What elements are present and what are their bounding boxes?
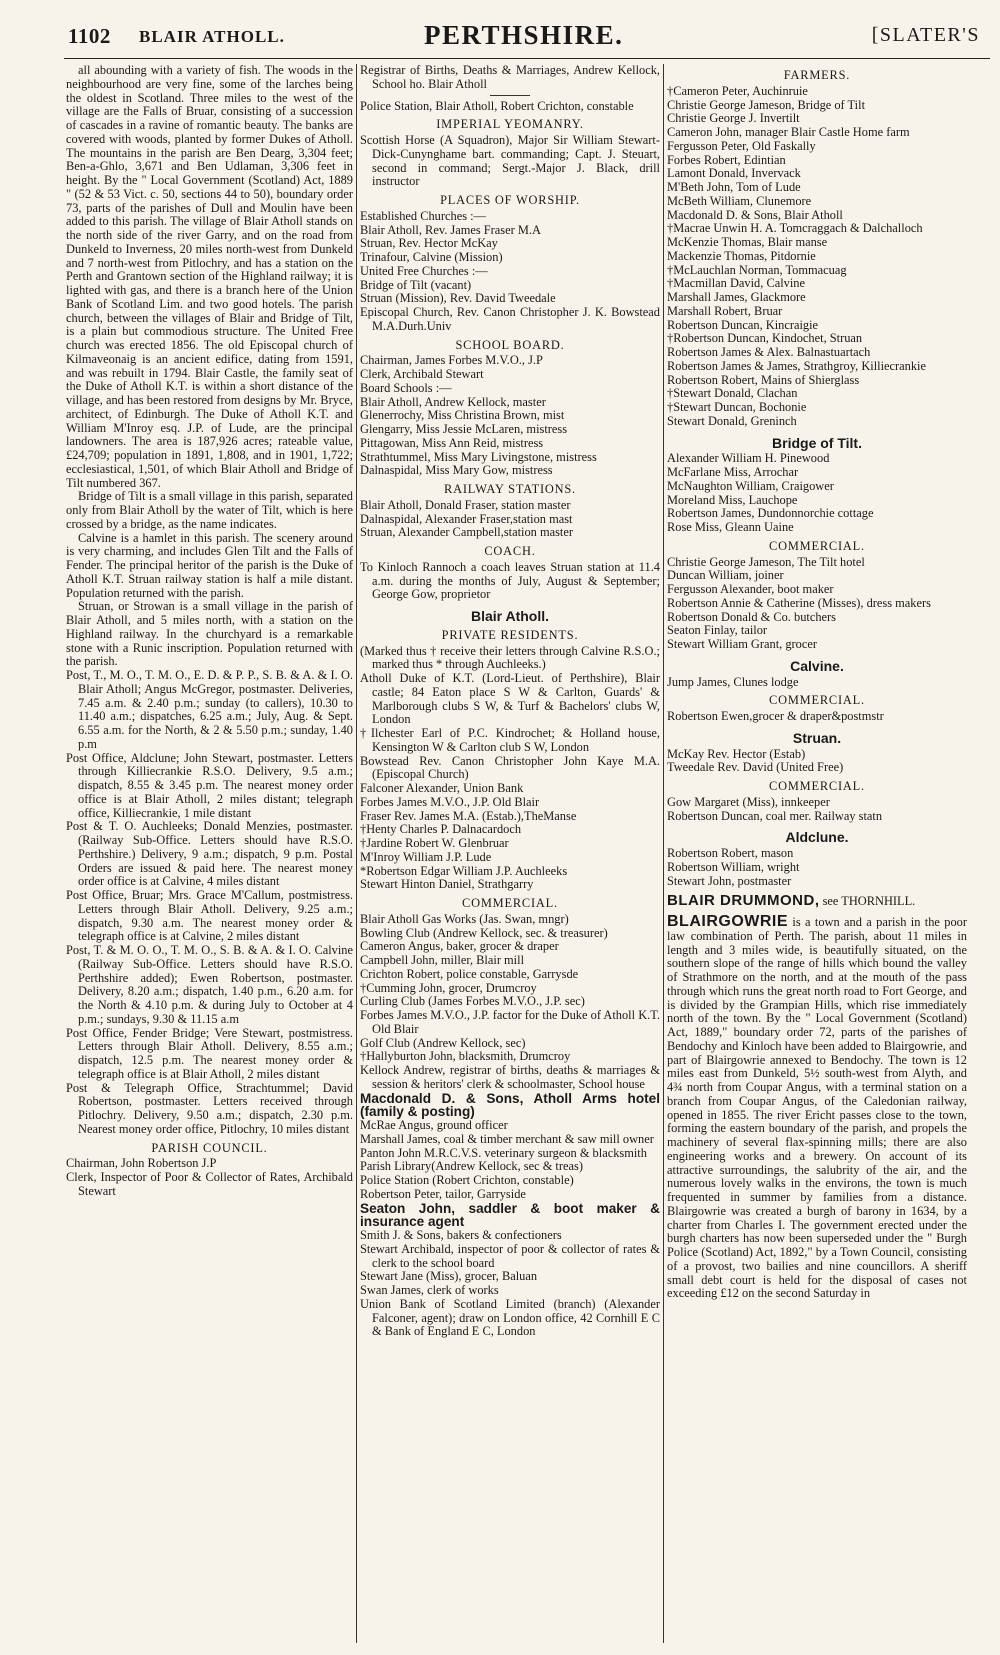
directory-entry: (Marked thus † receive their letters through Calvine R.S.O.; marked thus * through Auchleeks.) bbox=[360, 643, 660, 672]
section-heading: RAILWAY STATIONS. bbox=[444, 482, 576, 496]
directory-entry: †Cameron Peter, Auchinruie bbox=[667, 83, 808, 98]
directory-entry: Macdonald D. & Sons, Blair Atholl bbox=[667, 207, 843, 222]
directory-entry: Struan, Alexander Campbell,station master bbox=[360, 525, 573, 540]
bold-entry: Macdonald D. & Sons, Atholl Arms hotel (family & posting) bbox=[360, 1090, 660, 1120]
directory-entry: Police Station, Blair Atholl, Robert Crichton, constable bbox=[360, 98, 634, 113]
column-divider bbox=[663, 64, 664, 1643]
locality-heading: Struan. bbox=[792, 729, 842, 746]
directory-entry: Kellock Andrew, registrar of births, deaths & marriages & session & heritors' clerk & schoolmaster, School house bbox=[360, 1063, 660, 1091]
directory-entry: Lamont Donald, Invervack bbox=[667, 166, 801, 181]
section-heading: PARISH COUNCIL. bbox=[151, 1140, 268, 1155]
directory-entry: Fergusson Peter, Old Faskally bbox=[667, 138, 816, 153]
directory-entry: Cameron Angus, baker, grocer & draper bbox=[360, 939, 559, 954]
directory-entry: McKay Rev. Hector (Estab) bbox=[667, 746, 806, 761]
locality-heading: Aldclune. bbox=[785, 829, 849, 846]
directory-entry: Forbes Robert, Edintian bbox=[667, 152, 786, 167]
directory-entry: Panton John M.R.C.V.S. veterinary surgeon & blacksmith bbox=[360, 1145, 647, 1160]
directory-entry: Blair Atholl, Andrew Kellock, master bbox=[360, 394, 546, 409]
directory-entry: Post & T. O. Auchleeks; Donald Menzies, postmaster. (Railway Sub-Office. Letters should have R.S.O. Perthshire.) Delivery, 9 a.m.; dispatch, 9 p.m. Postal Orders are issued & paid here. The nearest money order office is at Calvine, 4 miles distant bbox=[66, 819, 353, 889]
section-heading: COMMERCIAL. bbox=[462, 896, 558, 910]
directory-entry: To Kinloch Rannoch a coach leaves Struan station at 11.4 a.m. during the months of July, August & September; George Gow, proprietor bbox=[360, 559, 660, 602]
running-head-place: BLAIR ATHOLL. bbox=[139, 27, 285, 46]
section-heading: COACH. bbox=[484, 544, 536, 558]
directory-entry: Pittagowan, Miss Ann Reid, mistress bbox=[360, 435, 544, 450]
directory-entry: Struan, Rev. Hector McKay bbox=[360, 236, 498, 251]
directory-entry: Post Office, Bruar; Mrs. Grace M'Callum, postmistress. Letters through Blair Atholl. Delivery, 9.25 a.m.; dispatch, 9.30 a.m. The nearest money order & telegraph office is at Calvine, 2 miles distant bbox=[66, 888, 353, 944]
directory-entry: Robertson Peter, tailor, Garryside bbox=[360, 1186, 526, 1201]
directory-entry: Fergusson Alexander, boot maker bbox=[667, 582, 834, 596]
directory-entry: Registrar of Births, Deaths & Marriages, Andrew Kellock, School ho. Blair Atholl bbox=[360, 64, 660, 91]
directory-entry: Blair Atholl, Donald Fraser, station master bbox=[360, 497, 571, 512]
directory-entry: †Cumming John, grocer, Drumcroy bbox=[360, 980, 537, 995]
directory-entry: Seaton Finlay, tailor bbox=[667, 623, 768, 638]
xref-name: BLAIR DRUMMOND, bbox=[667, 892, 820, 910]
locality-heading: Blair Atholl. bbox=[470, 608, 550, 624]
column-divider bbox=[356, 64, 357, 1643]
section-heading: COMMERCIAL. bbox=[769, 538, 865, 553]
directory-entry: Established Churches :— bbox=[360, 208, 486, 223]
directory-entry: Parish Library(Andrew Kellock, sec & treas) bbox=[360, 1159, 583, 1174]
directory-entry: Fraser Rev. James M.A. (Estab.),TheManse bbox=[360, 808, 577, 823]
directory-entry: Post Office, Aldclune; John Stewart, postmaster. Letters through Killiecrankie R.S.O. Delivery, 9.5 a.m.; dispatch, 8.55 & 3.45 p.m. The nearest money order office is at Blair Atholl, 2 miles distant; telegraph office, Killiecrankie, 1 mile distant bbox=[66, 750, 353, 820]
directory-entry: Chairman, James Forbes M.V.O., J.P bbox=[360, 353, 543, 368]
directory-entry: Stewart Jane (Miss), grocer, Baluan bbox=[360, 1269, 538, 1284]
directory-entry: †McLauchlan Norman, Tommacuag bbox=[667, 262, 847, 277]
directory-entry: Bowling Club (Andrew Kellock, sec. & treasurer) bbox=[360, 925, 608, 940]
directory-entry: Tweedale Rev. David (United Free) bbox=[667, 760, 844, 775]
directory-entry: †Macrae Unwin H. A. Tomcraggach & Dalchalloch bbox=[667, 221, 923, 236]
directory-entry: Duncan William, joiner bbox=[667, 568, 784, 583]
directory-entry: †Ilchester Earl of P.C. Kindrochet; & Holland house, Kensington W & Carlton club S W, London bbox=[360, 726, 660, 754]
directory-entry: Campbell John, miller, Blair mill bbox=[360, 953, 525, 967]
directory-entry: Mackenzie Thomas, Pitdornie bbox=[667, 248, 816, 263]
directory-entry: Jump James, Clunes lodge bbox=[667, 674, 799, 689]
directory-entry: Crichton Robert, police constable, Garrysde bbox=[360, 966, 579, 981]
section-heading: FARMERS. bbox=[783, 68, 851, 82]
page-header bbox=[64, 20, 980, 56]
directory-entry: Robertson Ewen,grocer & draper&postmstr bbox=[667, 709, 884, 723]
directory-entry: Clerk, Archibald Stewart bbox=[360, 367, 484, 381]
directory-entry: M'Inroy William J.P. Lude bbox=[360, 849, 492, 864]
directory-entry: McBeth William, Clunemore bbox=[667, 193, 812, 208]
directory-entry: McRae Angus, ground officer bbox=[360, 1118, 508, 1132]
page-number: 1102 bbox=[68, 24, 111, 48]
bold-entry: Seaton John, saddler & boot maker & insurance agent bbox=[360, 1200, 660, 1230]
directory-entry: Dalnaspidal, Alexander Fraser,station mast bbox=[360, 511, 573, 526]
directory-entry: Robertson James, Dundonnorchie cottage bbox=[667, 506, 874, 521]
directory-entry: Marshall Robert, Bruar bbox=[667, 303, 783, 318]
directory-entry: Robertson Donald & Co. butchers bbox=[667, 609, 836, 624]
directory-entry: Board Schools :— bbox=[360, 380, 452, 395]
directory-entry: Chairman, John Robertson J.P bbox=[66, 1156, 217, 1171]
xref-target: see THORNHILL. bbox=[819, 894, 916, 909]
directory-entry: Christie George Jameson, The Tilt hotel bbox=[667, 554, 865, 569]
directory-entry: Rose Miss, Gleann Uaine bbox=[667, 520, 794, 534]
directory-entry: Marshall James, coal & timber merchant & saw mill owner bbox=[360, 1131, 654, 1146]
directory-entry: Robertson James & James, Strathgroy, Killiecrankie bbox=[667, 358, 926, 373]
description-text: is a town and a parish in the poor law combination of Perth. The parish, about 11 miles in length and 3 miles wide, is beautifully situated, on the southern slope of the range of hills which bound the valley of Strathmore on the north, and at the mouth of the pass through which runs the great north road to Fort George, and is divided by the Grampian Hills, which rise immediately north of the town. By the " Local Government (Scotland) Act, 1889," boundary order 72, parts of the parishes of Bendochy and Kinloch have been added to Blairgowrie, and part of Blairgowrie annexed to Bendochy. The town is 12 miles east from Dunkeld, 5½ south-west from Alyth, and 4¾ north from Coupar Angus, with a terminal station on a branch from Coupar Angus, of the Caledonian railway, opened in 1855. The river Ericht passes close to the town, forming the eastern boundary of the parish, and propels the machinery of several flax-spinning mills; there are also engineering works and a brewery. On account of its attractive surroundings, the salubrity of the air, and the numerous lovely walks in the environs, the town is much frequented in summer by families from a distance. Blairgowrie was created a burgh of barony in 1634, by a charter from Charles I. The government erected under the burgh charters has now been superseded under the " Burgh Police (Scotland) Act, 1892," by a Town Council, consisting of a provost, two bailies and nine councillors. A sheriff small debt court is held for the disposal of cases not exceeding £12 on the second Saturday in bbox=[667, 915, 967, 1301]
directory-entry: †Hallyburton John, blacksmith, Drumcroy bbox=[360, 1049, 571, 1064]
directory-entry: Post, T., M. O., T. M. O., E. D. & P. P., S. B. & A. & I. O. Blair Atholl; Angus McGregor, postmaster. Deliveries, 7.45 a.m. & 2.40 p.m.; sunday (to callers), 10.30 to 11.40 a.m.; dispatches, 6.25 a.m.; July, Aug. & Sept. 6.55 a.m. for the North, & 2 & 5.50 p.m.; sunday, 1.40 p.m bbox=[66, 668, 353, 751]
directory-entry: Union Bank of Scotland Limited (branch) (Alexander Falconer, agent); draw on London office, 42 Cornhill E C & Bank of England E C, London bbox=[360, 1296, 660, 1339]
directory-entry: Stewart Hinton Daniel, Strathgarry bbox=[360, 877, 534, 892]
directory-entry: Alexander William H. Pinewood bbox=[667, 451, 830, 466]
directory-entry: Clerk, Inspector of Poor & Collector of Rates, Archibald Stewart bbox=[66, 1170, 353, 1198]
body-paragraph: Calvine is a hamlet in this parish. The scenery around is very charming, and includes Glen Tilt and the Falls of Fender. The principal heritor of the parish is the Duke of Atholl K.T. Struan railway station is half a mile distant. Population returned with the parish. bbox=[66, 530, 353, 600]
directory-entry: Robertson Duncan, coal mer. Railway statn bbox=[667, 808, 883, 823]
directory-entry: Gow Margaret (Miss), innkeeper bbox=[667, 794, 830, 809]
directory-entry: *Robertson Edgar William J.P. Auchleeks bbox=[360, 863, 568, 878]
directory-entry: Christie George Jameson, Bridge of Tilt bbox=[667, 97, 866, 112]
directory-entry: Marshall James, Glackmore bbox=[667, 290, 806, 304]
body-paragraph: all abounding with a variety of fish. The woods in the neighbourhood are very fine, some of the larches being the oldest in Scotland. Three miles to the west of the village are the Falls of Bruar, consisting of a succession of cascades in a ravine of romantic beauty. The banks are covered with woods, planted by former Dukes of Atholl. The mountains in the parish are Ben Dearg, 3,304 feet; Ben-a-Ghlo, 3,671 and Ben Udlaman, 3,306 feet in height. By the " Local Government (Scotland) Act, 1889 " (52 & 53 Vict. c. 50, sections 44 to 50), boundary order 73, parts of the parishes of Dull and Moulin have been added to this parish. The village of Blair Atholl stands on the north side of the river Garry, and on the road from Dunkeld to Inverness, 20 miles north-west from Dunkeld and 7 north-west from Pitlochry, and has a station on the Perth and Grantown section of the Highland railway; it is lighted with gas, and there is a branch here of the Union Bank of Scotland Lim. and two good hotels. The parish church, between the villages of Blair and Bridge of Tilt, is a plain but commodious structure. The United Free church was erected 1856. The old Episcopal church of Kilmaveonaig is an ancient edifice, dating from 1591, and was rebuilt in 1794. Blair Castle, the family seat of the Duke of Atholl K.T. is within a short distance of the village, and has been restored from designs by Mr. Bryce, architect, of Edinburgh. The Duke of Atholl K.T. and William M'Inroy esq. J.P. of Lude, are the principal landowners. The area is 187,926 acres; rateable value, £24,709; population in 1891, 1,808, and in 1901, 1,722; ecclesiastical, 1,501, of which Blair Atholl and Bridge of Tilt numbered 367. bbox=[66, 64, 353, 490]
directory-entry: †Jardine Robert W. Glenbruar bbox=[360, 836, 509, 850]
directory-entry: Golf Club (Andrew Kellock, sec) bbox=[360, 1035, 526, 1050]
directory-entry: Episcopal Church, Rev. Canon Christopher J. K. Bowstead M.A.Durh.Univ bbox=[360, 305, 660, 333]
directory-entry: Bridge of Tilt (vacant) bbox=[360, 277, 472, 292]
place-name: BLAIRGOWRIE bbox=[667, 913, 789, 930]
directory-entry: United Free Churches :— bbox=[360, 263, 488, 278]
directory-entry: Dalnaspidal, Miss Mary Gow, mistress bbox=[360, 463, 553, 478]
directory-entry: †Henty Charles P. Dalnacardoch bbox=[360, 822, 522, 837]
directory-entry: Moreland Miss, Lauchope bbox=[667, 492, 798, 507]
directory-entry: Trinafour, Calvine (Mission) bbox=[360, 250, 503, 264]
directory-entry: McKenzie Thomas, Blair manse bbox=[667, 235, 828, 249]
section-heading: PRIVATE RESIDENTS. bbox=[441, 627, 579, 642]
directory-entry: Robertson William, wright bbox=[667, 859, 800, 874]
directory-entry: Blair Atholl Gas Works (Jas. Swan, mngr) bbox=[360, 911, 569, 926]
column-right bbox=[667, 64, 967, 1643]
place-description bbox=[667, 915, 967, 1301]
directory-entry: Falconer Alexander, Union Bank bbox=[360, 781, 524, 795]
directory-entry: Robertson Robert, Mains of Shierglass bbox=[667, 372, 860, 387]
separator-rule bbox=[490, 95, 530, 96]
section-heading: SCHOOL BOARD. bbox=[455, 337, 565, 352]
directory-entry: Stewart John, postmaster bbox=[667, 873, 792, 888]
directory-entry: M'Beth John, Tom of Lude bbox=[667, 180, 801, 194]
directory-entry: Glengarry, Miss Jessie McLaren, mistress bbox=[360, 422, 568, 436]
column-middle bbox=[360, 64, 660, 1643]
directory-entry: Robertson Duncan, Kincraigie bbox=[667, 317, 819, 332]
directory-entry: Strathtummel, Miss Mary Livingstone, mistress bbox=[360, 449, 597, 464]
header-rule bbox=[64, 58, 990, 59]
section-heading: COMMERCIAL. bbox=[769, 779, 865, 793]
directory-entry: Smith J. & Sons, bakers & confectioners bbox=[360, 1228, 562, 1242]
directory-entry: Robertson Annie & Catherine (Misses), dress makers bbox=[667, 595, 931, 610]
directory-entry: Blair Atholl, Rev. James Fraser M.A bbox=[360, 222, 541, 237]
running-head-county: PERTHSHIRE. bbox=[424, 20, 624, 50]
directory-entry: Curling Club (James Forbes M.V.O., J.P. sec) bbox=[360, 994, 585, 1009]
directory-entry: Police Station (Robert Crichton, constable) bbox=[360, 1173, 574, 1187]
directory-entry: Robertson James & Alex. Balnastuartach bbox=[667, 345, 871, 359]
directory-entry: Glenerrochy, Miss Christina Brown, mist bbox=[360, 408, 565, 423]
directory-entry: Atholl Duke of K.T. (Lord-Lieut. of Perthshire), Blair castle; 84 Eaton place S W & Carlton, Guards' & Marlborough clubs S W, & Turf & Bachelors' clubs W, London bbox=[360, 671, 660, 727]
section-heading: COMMERCIAL. bbox=[769, 693, 865, 708]
directory-entry: †Stewart Duncan, Bochonie bbox=[667, 400, 807, 414]
column-left bbox=[66, 64, 353, 1643]
directory-entry: Christie George J. Invertilt bbox=[667, 111, 800, 126]
directory-entry: Forbes James M.V.O., J.P. Old Blair bbox=[360, 794, 540, 809]
directory-entry: Post & Telegraph Office, Strachtummel; David Robertson, postmaster. Letters received through Pitlochry. Delivery, 9.50 a.m.; dispatch, 2.30 p.m. Nearest money order office, Pitlochry, 10 miles distant bbox=[66, 1080, 353, 1136]
directory-entry: Robertson Robert, mason bbox=[667, 846, 794, 860]
section-heading: PLACES OF WORSHIP. bbox=[440, 193, 580, 207]
locality-heading: Bridge of Tilt. bbox=[772, 434, 862, 451]
directory-entry: †Macmillan David, Calvine bbox=[667, 276, 805, 291]
directory-entry: Bowstead Rev. Canon Christopher John Kaye M.A. (Episcopal Church) bbox=[360, 753, 660, 782]
directory-entry: McNaughton William, Craigower bbox=[667, 478, 834, 493]
directory-entry: Post, T. & M. O. O., T. M. O., S. B. & A. & I. O. Calvine (Railway Sub-Office. Letters should have R.S.O. Perthshire added); Ewen Robertson, postmaster. Delivery, 8.20 a.m.; dispatch, 1.40 p.m., 6.20 a.m. for the North & 4.10 p.m. & during July to October at 4 p.m.; sundays, 9.30 & 11.15 a.m bbox=[66, 943, 353, 1026]
directory-entry: Scottish Horse (A Squadron), Major Sir William Stewart-Dick-Cunynghame bart. commanding; Capt. J. Steuart, second in command; Sergt.-Major J. Black, drill instructor bbox=[360, 133, 660, 189]
directory-entry: Stewart Donald, Greninch bbox=[667, 413, 797, 428]
body-paragraph: Struan, or Strowan is a small village in the parish of Blair Atholl, and 5 miles north, with a station on the Highland railway. In the churchyard is a remarkable stone with a Runic inscription. Population returned with the parish. bbox=[66, 599, 353, 669]
section-heading: IMPERIAL YEOMANRY. bbox=[436, 117, 584, 132]
directory-entry: McFarlane Miss, Arrochar bbox=[667, 465, 799, 479]
directory-entry: Forbes James M.V.O., J.P. factor for the Duke of Atholl K.T. Old Blair bbox=[360, 1008, 660, 1036]
directory-entry: Struan (Mission), Rev. David Tweedale bbox=[360, 291, 556, 306]
directory-entry: Stewart William Grant, grocer bbox=[667, 637, 817, 651]
directory-entry: †Stewart Donald, Clachan bbox=[667, 386, 798, 401]
directory-entry: Swan James, clerk of works bbox=[360, 1283, 499, 1297]
running-head-publisher: [SLATER'S bbox=[871, 24, 980, 46]
directory-entry: †Robertson Duncan, Kindochet, Struan bbox=[667, 331, 863, 346]
directory-entry: Post Office, Fender Bridge; Vere Stewart, postmistress. Letters through Blair Atholl. Delivery, 8.55 a.m.; dispatch, 12.5 p.m. The nearest money order & telegraph office is at Blair Atholl, 2 miles distant bbox=[66, 1025, 353, 1081]
directory-entry: Cameron John, manager Blair Castle Home farm bbox=[667, 125, 910, 139]
directory-entry: Stewart Archibald, inspector of poor & collector of rates & clerk to the school board bbox=[360, 1241, 660, 1270]
cross-reference bbox=[667, 894, 967, 909]
locality-heading: Calvine. bbox=[790, 657, 844, 674]
body-paragraph: Bridge of Tilt is a small village in this parish, separated only from Blair Atholl by the water of Tilt, which is here crossed by a bridge, as the name indicates. bbox=[66, 489, 353, 531]
